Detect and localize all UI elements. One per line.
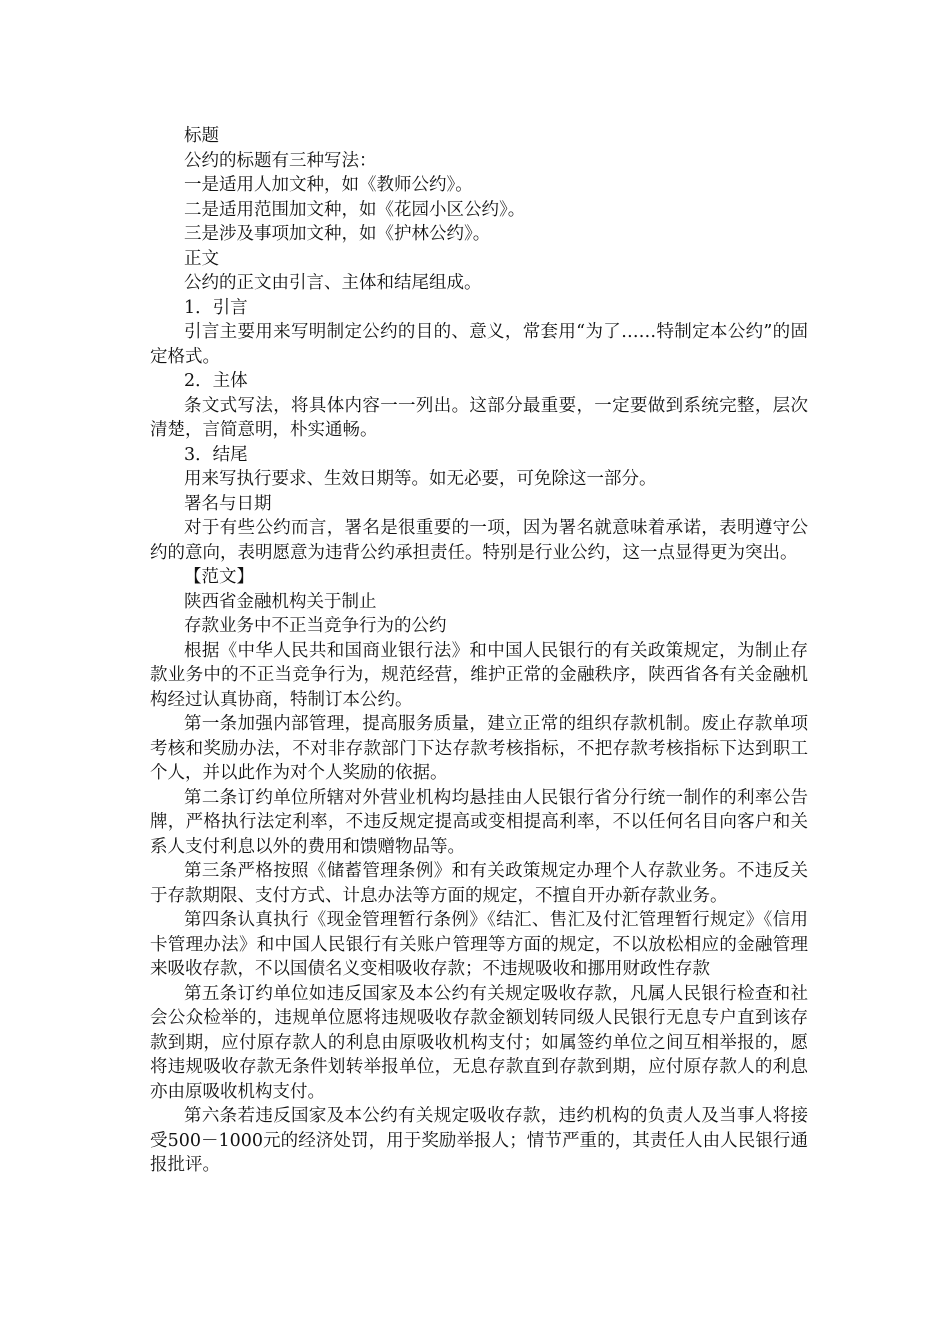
section-heading-body: 正文 xyxy=(184,248,219,269)
paragraph: 用来写执行要求、生效日期等。如无必要，可免除这一部分。 xyxy=(184,469,657,489)
section-heading-title: 标题 xyxy=(184,126,219,146)
subheading-intro: 1．引言 xyxy=(184,297,248,318)
example-label: 【范文】 xyxy=(184,567,254,587)
paragraph: 公约的正文由引言、主体和结尾组成。 xyxy=(184,273,482,293)
example-title-line-1: 陕西省金融机构关于制止 xyxy=(184,591,377,612)
paragraph: 引言主要用来写明制定公约的目的、意义，常套用“为了……特制定本公约”的固定格式。 xyxy=(150,322,808,367)
article-2: 第二条订约单位所辖对外营业机构均悬挂由人民银行省分行统一制作的利率公告牌，严格执行法定利率，不违反规定提高或变相提高利率，不以任何名目向客户和关系人支付利息以外的费用和馈赠物品等。 xyxy=(150,787,808,857)
subheading-ending: 3．结尾 xyxy=(184,444,248,465)
paragraph: 一是适用人加文种，如《教师公约》。 xyxy=(184,175,473,195)
example-title-line-2: 存款业务中不正当竞争行为的公约 xyxy=(184,616,447,636)
article-3: 第三条严格按照《储蓄管理条例》和有关政策规定办理个人存款业务。不违反关于存款期限、支付方式、计息办法等方面的规定，不擅自开办新存款业务。 xyxy=(150,861,808,906)
paragraph: 公约的标题有三种写法： xyxy=(184,150,377,171)
section-heading-signature: 署名与日期 xyxy=(184,493,272,514)
document-body xyxy=(150,124,808,1178)
article-5: 第五条订约单位如违反国家及本公约有关规定吸收存款，凡属人民银行检查和社会公众检举的，违规单位愿将违规吸收存款金额划转同级人民银行无息专户直到该存款到期，应付原存款人的利息由原吸收机构支付；如属签约单位之间互相举报的，愿将违规吸收存款无条件划转举报单位，无息存款直到存款到期，应付原存款人的利息亦由原吸收机构支付。 xyxy=(150,983,808,1102)
article-1: 第一条加强内部管理，提高服务质量，建立正常的组织存款机制。废止存款单项考核和奖励办法，不对非存款部门下达存款考核指标，不把存款考核指标下达到职工个人，并以此作为对个人奖励的依据。 xyxy=(150,714,808,783)
subheading-main: 2．主体 xyxy=(184,371,248,391)
paragraph: 条文式写法，将具体内容一一列出。这部分最重要，一定要做到系统完整，层次清楚，言简意明，朴实通畅。 xyxy=(150,395,808,440)
paragraph: 二是适用范围加文种，如《花园小区公约》。 xyxy=(184,199,526,220)
article-6: 第六条若违反国家及本公约有关规定吸收存款，违约机构的负责人及当事人将接受500－1000元的经济处罚，用于奖励举报人；情节严重的，其责任人由人民银行通报批评。 xyxy=(150,1106,808,1175)
article-4: 第四条认真执行《现金管理暂行条例》《结汇、售汇及付汇管理暂行规定》《信用卡管理办法》和中国人民银行有关账户管理等方面的规定，不以放松相应的金融管理来吸收存款，不以国债名义变相吸收存款；不违规吸收和挪用财政性存款 xyxy=(150,910,808,979)
paragraph: 三是涉及事项加文种，如《护林公约》。 xyxy=(184,224,491,244)
paragraph: 根据《中华人民共和国商业银行法》和中国人民银行的有关政策规定，为制止存款业务中的不正当竞争行为，规范经营，维护正常的金融秩序，陕西省各有关金融机构经过认真协商，特制订本公约。 xyxy=(150,640,808,710)
paragraph: 对于有些公约而言，署名是很重要的一项，因为署名就意味着承诺，表明遵守公约的意向，表明愿意为违背公约承担责任。特别是行业公约，这一点显得更为突出。 xyxy=(150,518,808,563)
